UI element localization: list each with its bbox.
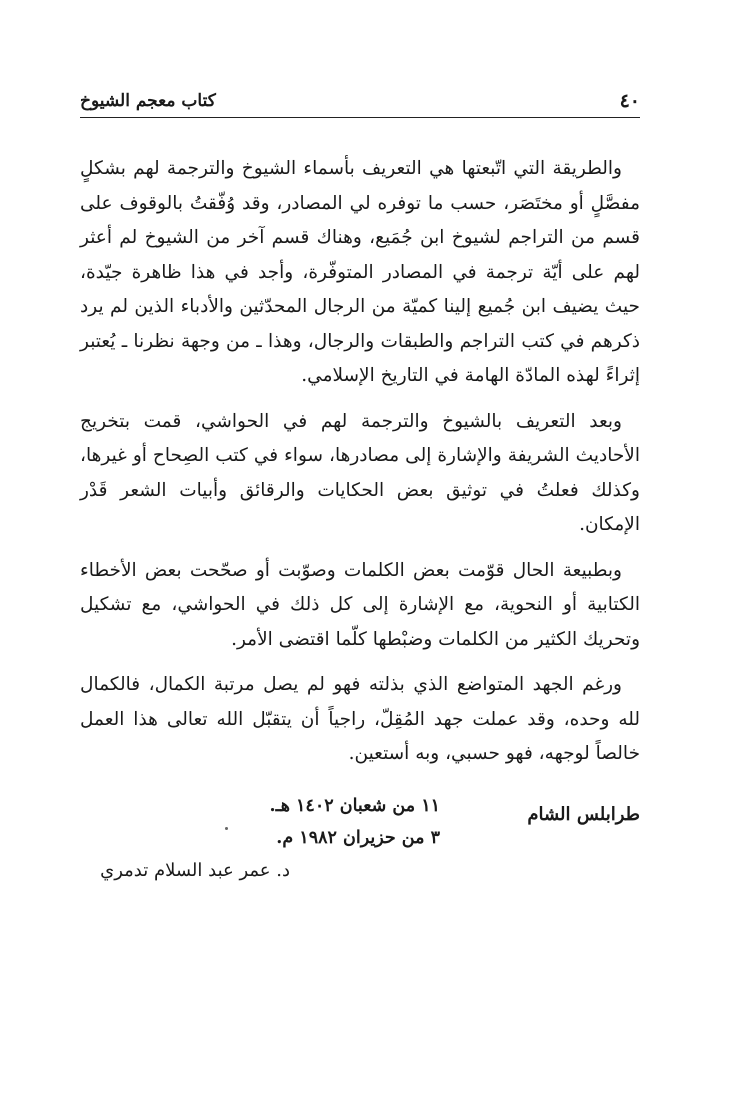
signature-place: طرابلس الشام [527, 804, 640, 825]
book-title: كتاب معجم الشيوخ [80, 91, 216, 111]
author-signature: د. عمر عبد السلام تدمري [100, 860, 290, 881]
paragraph: وبطبيعة الحال قوّمت بعض الكلمات وصوّبت أو صحّحت بعض الأخطاء الكتابية أو النحوية، مع الإشارة إلى كل ذلك في الحواشي، مع تشكيل وتحريك الكثير من الكلمات وضبْطها كلّما اقتضى الأمر. [80, 559, 640, 650]
ink-speck [225, 827, 228, 830]
signature-dates [270, 790, 440, 854]
header-divider [80, 117, 640, 118]
paragraph: والطريقة التي اتّبعتها هي التعريف بأسماء الشيوخ والترجمة لهم بشكلٍ مفصَّلٍ أو مختَصَر، حسب ما توفره لي المصادر، وقد وُفّقتُ بالوقوف على قسم من التراجم لشيوخ ابن جُمَيع، وهناك قسم آخر من الشيوخ لم أعثر لهم على أيّة ترجمة في المصادر المتوفّرة، وأجد في هذا ظاهرة جيّدة، حيث يضيف ابن جُميع إلينا كميّة من الرجال المحدّثين والأدباء الذين لم يرد ذكرهم في كتب التراجم والطبقات والرجال، وهذا ـ من وجهة نظرنا ـ يُعتبر إثراءً لهذه المادّة الهامة في التاريخ الإسلامي. [80, 158, 640, 386]
body-text [80, 152, 640, 783]
date-gregorian: ٣ من حزيران ١٩٨٢ م. [276, 828, 440, 848]
paragraph: ورغم الجهد المتواضع الذي بذلته فهو لم يصل مرتبة الكمال، فالكمال لله وحده، وقد عملت جهد المُقِلّ، راجياً أن يتقبّل الله تعالى هذا العمل خالصاً لوجهه، فهو حسبي، وبه أستعين. [80, 674, 640, 764]
page-number: ٤٠ [619, 90, 640, 112]
running-header [80, 88, 640, 114]
paragraph: وبعد التعريف بالشيوخ والترجمة لهم في الحواشي، قمت بتخريج الأحاديث الشريفة والإشارة إلى مصادرها، سواء في كتب الصِحاح أو غيرها، وكذلك فعلتُ في توثيق بعض الحكايات والرقائق وأبيات الشعر قَدْر الإمكان. [80, 410, 640, 535]
date-hijri: ١١ من شعبان ١٤٠٢ هـ. [269, 796, 440, 816]
